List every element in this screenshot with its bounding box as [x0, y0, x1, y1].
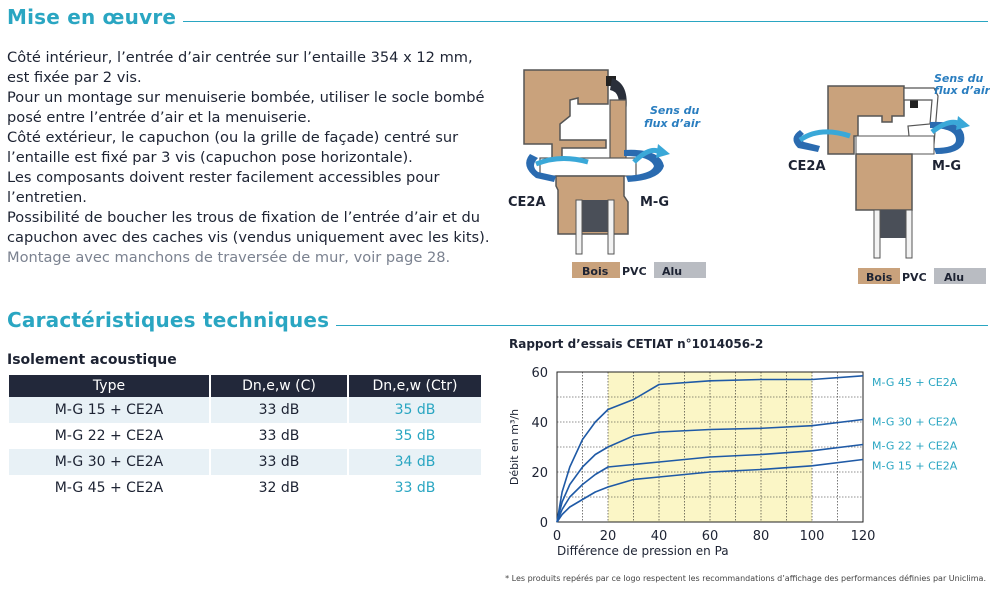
slot: [856, 136, 934, 154]
x-tick-label: 100: [799, 529, 825, 544]
cell-dnew-c: 33 dB: [210, 397, 348, 423]
installation-diagram-1: [500, 62, 730, 284]
text-line: Côté intérieur, l’entrée d’air centrée sur l’entaille 354 x 12 mm,: [7, 49, 473, 66]
column-header-dnew-ctr: Dn,e,w (Ctr): [348, 375, 481, 397]
installation-text: [7, 48, 490, 268]
glass-pane: [576, 200, 582, 254]
series-label: M-G 45 + CE2A: [872, 375, 958, 389]
text-line: l’entretien.: [7, 189, 87, 206]
text-line: Pour un montage sur menuiserie bombée, utiliser le socle bombé: [7, 89, 485, 106]
text-line: posé entre l’entrée d’air et la menuiserie.: [7, 109, 312, 126]
wood-frame-part: [610, 100, 626, 162]
x-tick-label: 120: [850, 529, 876, 544]
section-title-mise-en-oeuvre: Mise en œuvre: [7, 5, 177, 29]
flow-label: flux d’air: [934, 84, 990, 97]
section-title-caracteristiques: Caractéristiques techniques: [7, 308, 330, 332]
glazing-seal: [582, 200, 608, 232]
text-line: est fixée par 2 vis.: [7, 69, 142, 86]
cell-dnew-ctr: 34 dB: [348, 449, 481, 475]
section-divider: [336, 325, 988, 326]
wood-frame-upper: [524, 70, 608, 158]
footnote: * Les produits repérés par ce logo respectent les recommandations d’affichage des performances définies par Uniclima.: [505, 574, 986, 583]
series-label: M-G 15 + CE2A: [872, 459, 958, 473]
glass-pane: [874, 210, 880, 258]
y-tick-label: 60: [531, 366, 548, 381]
table-row: [9, 397, 481, 423]
flow-label: Sens du: [650, 104, 700, 117]
flow-label: Sens du: [934, 72, 984, 85]
cell-dnew-c: 33 dB: [210, 423, 348, 449]
text-line: capuchon avec des caches vis (vendus uniquement avec les kits).: [7, 229, 490, 246]
ce2a-label: CE2A: [788, 159, 826, 174]
acoustic-subtitle: Isolement acoustique: [7, 352, 177, 368]
reference-note: Montage avec manchons de traversée de mur, voir page 28.: [7, 249, 451, 266]
cell-dnew-c: 33 dB: [210, 449, 348, 475]
arrow-head-icon: [656, 144, 670, 158]
text-line: Les composants doivent rester facilement accessibles pour: [7, 169, 440, 186]
x-tick-label: 20: [599, 529, 617, 544]
arrow-head-icon: [956, 116, 970, 130]
column-header-type: Type: [9, 375, 210, 397]
glass-pane: [906, 210, 912, 258]
glazing-seal: [880, 210, 906, 238]
series-label: M-G 30 + CE2A: [872, 415, 958, 429]
cell-type: M-G 15 + CE2A: [9, 397, 210, 423]
table-row: [9, 475, 481, 501]
acoustic-table: [9, 375, 481, 501]
airflow-chart: [500, 360, 990, 560]
text-line: l’entaille est fixé par 3 vis (capuchon pose horizontale).: [7, 149, 413, 166]
legend-wood-label: Bois: [582, 265, 609, 278]
cell-type: M-G 30 + CE2A: [9, 449, 210, 475]
text-line: Côté extérieur, le capuchon (ou la grille de façade) centré sur: [7, 129, 459, 146]
wood-frame-lower: [856, 154, 912, 210]
installation-diagram-2: [780, 66, 990, 288]
legend-alu-label: Alu: [944, 271, 965, 284]
y-tick-label: 0: [539, 516, 548, 531]
legend-pvc-label: PVC: [902, 271, 927, 284]
table-row: [9, 449, 481, 475]
cell-dnew-c: 32 dB: [210, 475, 348, 501]
flow-label: flux d’air: [644, 117, 701, 130]
x-tick-label: 40: [650, 529, 668, 544]
glass-pane: [608, 200, 614, 254]
legend-alu-label: Alu: [662, 265, 683, 278]
section-divider: [183, 21, 988, 22]
series-label: M-G 22 + CE2A: [872, 439, 958, 453]
table-header-row: [9, 375, 481, 397]
cell-dnew-ctr: 35 dB: [348, 423, 481, 449]
chart-title: Rapport d’essais CETIAT n°1014056-2: [509, 337, 764, 351]
cell-type: M-G 45 + CE2A: [9, 475, 210, 501]
text-line: Possibilité de boucher les trous de fixation de l’entrée d’air et du: [7, 209, 480, 226]
x-tick-label: 0: [552, 529, 562, 544]
x-axis-label: Différence de pression en Pa: [557, 544, 729, 558]
x-tick-label: 80: [752, 529, 770, 544]
legend-pvc-label: PVC: [622, 265, 647, 278]
y-axis-label: Débit en m³/h: [508, 408, 521, 486]
legend-wood-label: Bois: [866, 271, 893, 284]
cell-dnew-ctr: 35 dB: [348, 397, 481, 423]
x-tick-label: 60: [701, 529, 719, 544]
ce2a-label: CE2A: [508, 195, 546, 210]
cell-dnew-ctr: 33 dB: [348, 475, 481, 501]
cell-type: M-G 22 + CE2A: [9, 423, 210, 449]
y-tick-label: 40: [531, 416, 548, 431]
column-header-dnew-c: Dn,e,w (C): [210, 375, 348, 397]
mg-label: M-G: [640, 195, 670, 210]
mg-label: M-G: [932, 159, 962, 174]
y-tick-label: 20: [531, 466, 548, 481]
table-row: [9, 423, 481, 449]
